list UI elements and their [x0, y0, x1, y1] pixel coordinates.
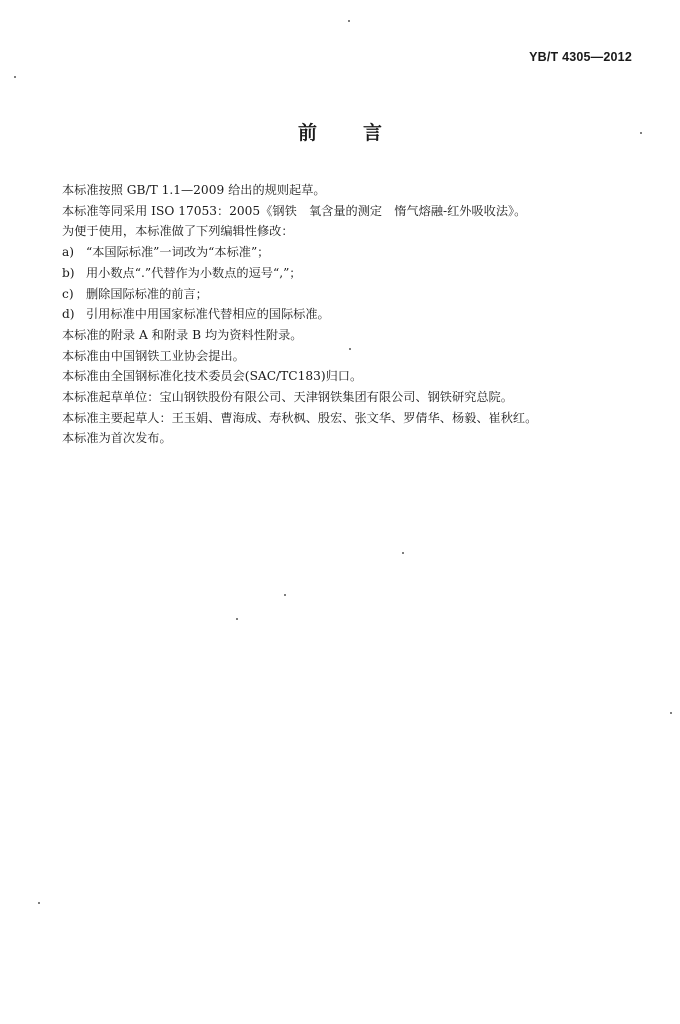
statement-annexes: 本标准的附录 A 和附录 B 均为资料性附录。 [62, 327, 303, 342]
item-text: 删除国际标准的前言； [86, 286, 208, 301]
scan-speck [14, 76, 16, 78]
paragraph-iso-adoption: 本标准等同采用 ISO 17053：2005《钢铁 氧含量的测定 惰气熔融-红外吸收法》。 [62, 203, 527, 218]
statement-drafting-units: 本标准起草单位：宝山钢铁股份有限公司、天津钢铁集团有限公司、钢铁研究总院。 [62, 390, 513, 405]
scan-speck [349, 348, 351, 350]
item-marker: d) [62, 307, 75, 322]
item-marker: c) [62, 286, 74, 301]
scan-speck [640, 132, 642, 134]
scan-speck [670, 712, 672, 714]
modification-item-a [62, 242, 642, 263]
standard-code: YB/T 4305—2012 [529, 50, 632, 64]
paragraph-edits-intro: 为便于使用，本标准做了下列编辑性修改： [62, 224, 294, 239]
scan-speck [284, 594, 286, 596]
statement-first-release: 本标准为首次发布。 [62, 431, 172, 446]
item-marker: b) [62, 265, 75, 280]
item-text: “本国际标准”一词改为“本标准”； [86, 245, 270, 260]
paragraph-drafting-rule: 本标准按照 GB/T 1.1—2009 给出的规则起草。 [62, 183, 326, 197]
page-title-char-2: 言 [363, 122, 383, 144]
scan-speck [348, 20, 350, 22]
foreword-body [62, 180, 642, 449]
scan-speck [38, 902, 40, 904]
modification-item-d [62, 304, 642, 325]
scan-speck [236, 618, 238, 620]
page-title [0, 118, 680, 145]
item-marker: a) [62, 245, 75, 260]
modification-item-c [62, 284, 642, 305]
statement-drafters: 本标准主要起草人：王玉娟、曹海成、寿秋枫、殷宏、张文华、罗倩华、杨毅、崔秋红。 [62, 410, 538, 425]
page-title-char-1: 前 [297, 122, 317, 144]
item-text: 引用标准中用国家标准代替相应的国际标准。 [86, 307, 330, 322]
statement-committee: 本标准由全国钢标准化技术委员会(SAC/TC183)归口。 [62, 369, 363, 384]
scan-speck [402, 552, 404, 554]
item-text: 用小数点“.”代替作为小数点的逗号“,”； [86, 265, 302, 280]
modification-item-b [62, 263, 642, 284]
statement-proposer: 本标准由中国钢铁工业协会提出。 [62, 348, 245, 363]
